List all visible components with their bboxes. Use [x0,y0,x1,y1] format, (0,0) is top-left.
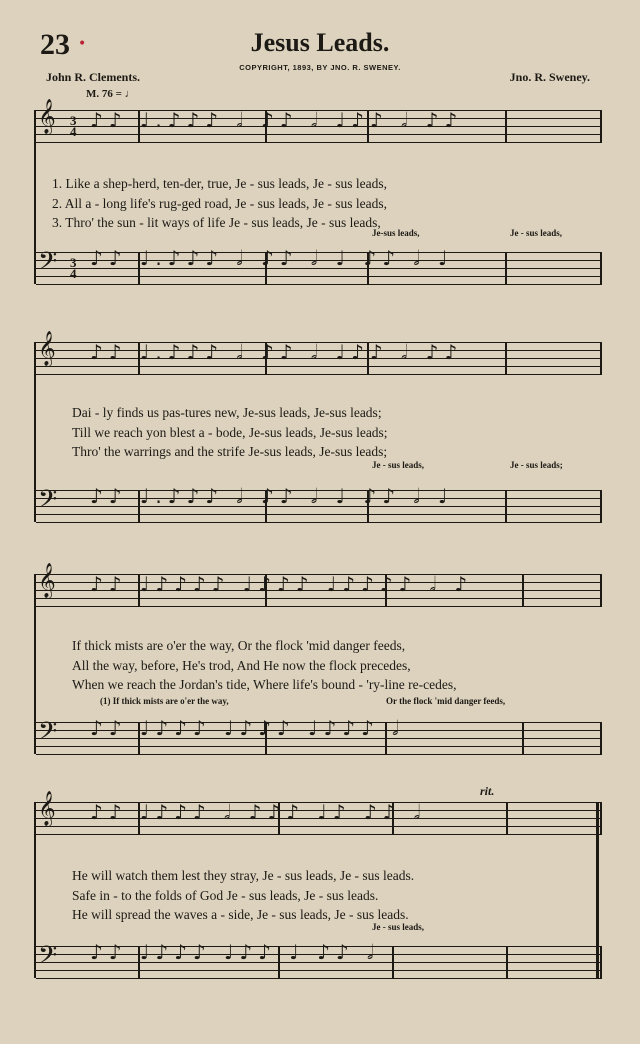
treble-clef-icon: 𝄞 [38,331,56,366]
bass-notes: ♪♪ ♩♪♪♪ ♩♪♪ ♩ ♪♪ 𝅗𝅥 [90,940,380,964]
hymn-title: Jesus Leads. [250,28,390,57]
bass-lyric: Je - sus leads, [372,922,425,932]
staff-line [36,514,600,515]
bass-lyric: Or the flock 'mid danger feeds, [386,696,506,706]
decorative-dot: • [78,36,87,52]
treble-clef-icon: 𝄞 [38,99,56,134]
barline [505,252,507,285]
time-signature: 3 4 [70,255,77,281]
barline [505,110,507,143]
barline [600,252,602,285]
lyric-line: If thick mists are o'er the way, Or the flock 'mid danger feeds, [72,638,406,653]
time-signature: 3 4 [70,113,77,139]
barline [506,946,508,979]
lyric-line: When we reach the Jordan's tide, Where life's bound - 'ry-line re-cedes, [72,677,457,692]
lyric-line: 1. Like a shep-herd, ten-der, true, Je - sus leads, Je - sus leads, [52,176,387,191]
staff-line [36,826,600,827]
lyric-line: Thro' the warrings and the strife Je-sus leads, Je-sus leads; [72,444,388,459]
barline [505,490,507,523]
barline [522,722,524,755]
treble-clef-icon: 𝄞 [38,563,56,598]
staff-line [36,834,600,835]
system-brace [34,574,36,754]
bass-notes: ♪♪ ♩.♪♪♪ 𝅗𝅥 ♪♪ 𝅗𝅥 ♩ ♪♪ 𝅗𝅥 ♩ [90,246,454,270]
staff-line [36,606,600,607]
treble-notes: ♪♪ ♩♪♪♪ 𝅗𝅥 ♪♪♪ ♩♪ ♪♪ 𝅗𝅥 [90,800,427,824]
treble-notes: ♪♪ ♩.♪♪♪ 𝅗𝅥 ♪♪ 𝅗𝅥 ♩♪♪ 𝅗𝅥 ♪♪ [90,108,464,132]
lyric-line: He will watch them lest they stray, Je - sus leads, Je - sus leads. [72,868,415,883]
system-brace [34,342,36,522]
bass-clef-icon: 𝄢 [38,941,58,976]
staff-line [36,598,600,599]
treble-clef-icon: 𝄞 [38,791,56,826]
bass-clef-icon: 𝄢 [38,717,58,752]
staff-line [36,374,600,375]
barline [392,946,394,979]
barline [600,490,602,523]
lyric-line: 3. Thro' the sun - lit ways of life Je - sus leads, Je - sus leads, [52,215,381,230]
lyric-line: 2. All a - long life's rug-ged road, Je - sus leads, Je - sus leads, [52,195,387,211]
barline [600,110,602,143]
bass-notes: ♪♪ ♩♪♪♪ ♩♪♪♪ ♩♪♪♪ 𝅗𝅥 [90,716,405,740]
bass-clef-icon: 𝄢 [38,247,58,282]
bass-lyric: (1) If thick mists are o'er the way, [100,696,229,706]
bass-lyric: Je - sus leads; [510,460,563,470]
staff-line [36,276,600,277]
metronome-mark: M. 76 = ♩ [86,88,136,100]
staff-line [36,142,600,143]
staff-line [36,754,600,755]
staff-line [36,284,600,285]
composer-name: Jno. R. Sweney. [509,70,590,84]
copyright-line: COPYRIGHT, 1893, BY JNO. R. SWENEY. [239,63,401,72]
barline [506,802,508,835]
barline [600,802,602,835]
barline [600,342,602,375]
system-brace [34,802,36,978]
lyric-line: Safe in - to the folds of God Je - sus leads, Je - sus leads. [72,887,379,903]
bass-clef-icon: 𝄢 [38,485,58,520]
hymn-number: 23 [40,28,70,61]
lyric-line: Dai - ly finds us pas-tures new, Je-sus leads, Je-sus leads; [72,405,382,420]
bass-notes: ♪♪ ♩.♪♪♪ 𝅗𝅥 ♪♪ 𝅗𝅥 ♩ ♪♪ 𝅗𝅥 ♩ [90,484,454,508]
barline [600,946,602,979]
final-barline [596,802,599,979]
treble-notes: ♪♪ ♩♪♪♪♪ ♩♪♪♪ ♩♪♪♪♪ 𝅗𝅥 ♪ [90,572,474,596]
lyric-line: All the way, before, He's trod, And He now the flock precedes, [72,657,411,673]
lyric-line: He will spread the waves a - side, Je - sus leads, Je - sus leads. [72,907,409,922]
bass-lyric: Je-sus leads, [372,228,420,238]
lyric-line: Till we reach yon blest a - bode, Je-sus leads, Je-sus leads; [72,424,388,440]
barline [600,722,602,755]
tempo-marking: rit. [480,784,495,798]
staff-line [36,746,600,747]
barline [505,342,507,375]
treble-notes: ♪♪ ♩.♪♪♪ 𝅗𝅥 ♪♪ 𝅗𝅥 ♩♪♪ 𝅗𝅥 ♪♪ [90,340,464,364]
barline [522,574,524,607]
author-name: John R. Clements. [46,70,141,84]
staff-line [36,134,600,135]
staff-line [36,970,600,971]
staff-line [36,522,600,523]
staff-line [36,978,600,979]
bass-lyric: Je - sus leads, [372,460,425,470]
staff-line [36,366,600,367]
system-brace [34,110,36,284]
barline [600,574,602,607]
bass-lyric: Je - sus leads, [510,228,563,238]
